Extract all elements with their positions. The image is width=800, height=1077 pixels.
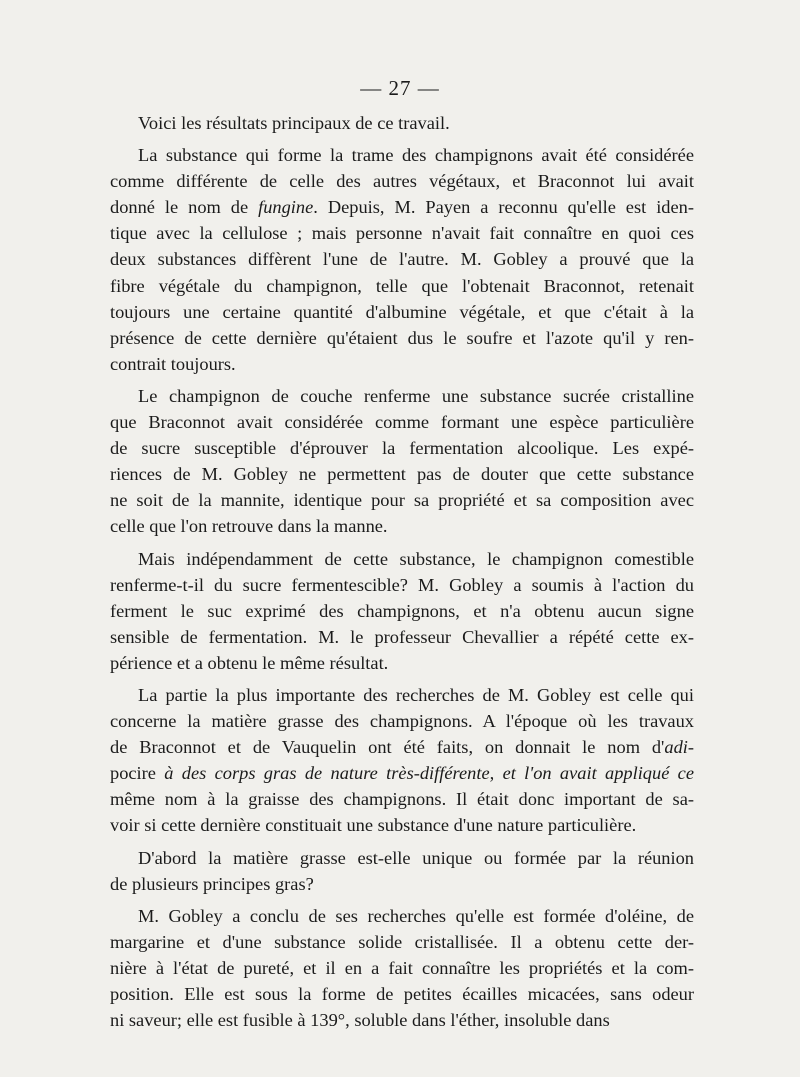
text-line: pocire à des corps gras de nature très-différente, et l'on avait appliqué ce [110,763,694,784]
text-line: Le champignon de couche renferme une substance sucrée cristalline [138,385,694,406]
text-line: fibre végétale du champignon, telle que l'obtenait Braconnot, retenait [110,275,694,296]
paragraph [110,903,694,1033]
text-line: présence de cette dernière qu'étaient dus le soufre et l'azote qu'il y ren- [110,327,694,348]
paragraph [110,682,694,839]
text-line: riences de M. Gobley ne permettent pas de douter que cette substance [110,464,694,485]
text-line: Voici les résultats principaux de ce travail. [138,113,450,133]
text-line: de sucre susceptible d'éprouver la fermentation alcoolique. Les expé- [110,438,694,459]
body-text [110,110,694,1039]
text-line: même nom à la graisse des champignons. Il était donc important de sa- [110,789,694,810]
text-line: sensible de fermentation. M. le professeur Chevallier a répété cette ex- [110,626,694,647]
text-line: ne soit de la mannite, identique pour sa propriété et sa composition avec [110,490,694,511]
paragraph [110,383,694,540]
text-line: ferment le suc exprimé des champignons, et n'a obtenu aucun signe [110,600,694,621]
paragraph [110,845,694,897]
text-line: comme différente de celle des autres végétaux, et Braconnot lui avait [110,171,694,192]
text-line: concerne la matière grasse des champignons. A l'époque où les travaux [110,711,694,732]
text-line: position. Elle est sous la forme de petites écailles micacées, sans odeur [110,984,694,1004]
text-line: tique avec la cellulose ; mais personne n'avait fait connaître en quoi ces [110,223,694,244]
text-line: La substance qui forme la trame des champignons avait été considérée [138,145,694,166]
text-line: contrait toujours. [110,353,236,374]
text-line: La partie la plus importante des recherches de M. Gobley est celle qui [138,684,694,705]
page-number: — 27 — [360,76,440,100]
text-line: que Braconnot avait considérée comme formant une espèce particulière [110,412,694,433]
text-line: toujours une certaine quantité d'albumine végétale, et que c'était à la [110,301,694,322]
text-line: donné le nom de fungine. Depuis, M. Payen a reconnu qu'elle est iden- [110,197,694,218]
text-line: de plusieurs principes gras? [110,873,314,894]
paragraph [110,110,694,136]
text-line: voir si cette dernière constituait une substance d'une nature particulière. [110,815,637,836]
text-line: D'abord la matière grasse est-elle unique ou formée par la réunion [138,847,694,868]
text-line: Mais indépendamment de cette substance, le champignon comestible [138,548,694,569]
paragraph [110,142,694,377]
text-line: margarine et d'une substance solide cristallisée. Il a obtenu cette der- [110,931,694,952]
text-line: celle que l'on retrouve dans la manne. [110,516,388,537]
text-line: périence et a obtenu le même résultat. [110,652,389,673]
paragraph [110,546,694,676]
text-line: nière à l'état de pureté, et il en a fait connaître les propriétés et la com- [110,957,694,978]
text-line: renferme-t-il du sucre fermentescible? M. Gobley a soumis à l'action du [110,574,694,595]
text-line: M. Gobley a conclu de ses recherches qu'elle est formée d'oléine, de [138,905,694,926]
text-line: deux substances diffèrent l'une de l'autre. M. Gobley a prouvé que la [110,249,694,270]
text-line: de Braconnot et de Vauquelin ont été faits, on donnait le nom d'adi- [110,737,694,758]
text-line: ni saveur; elle est fusible à 139°, soluble dans l'éther, insoluble dans [110,1010,610,1031]
